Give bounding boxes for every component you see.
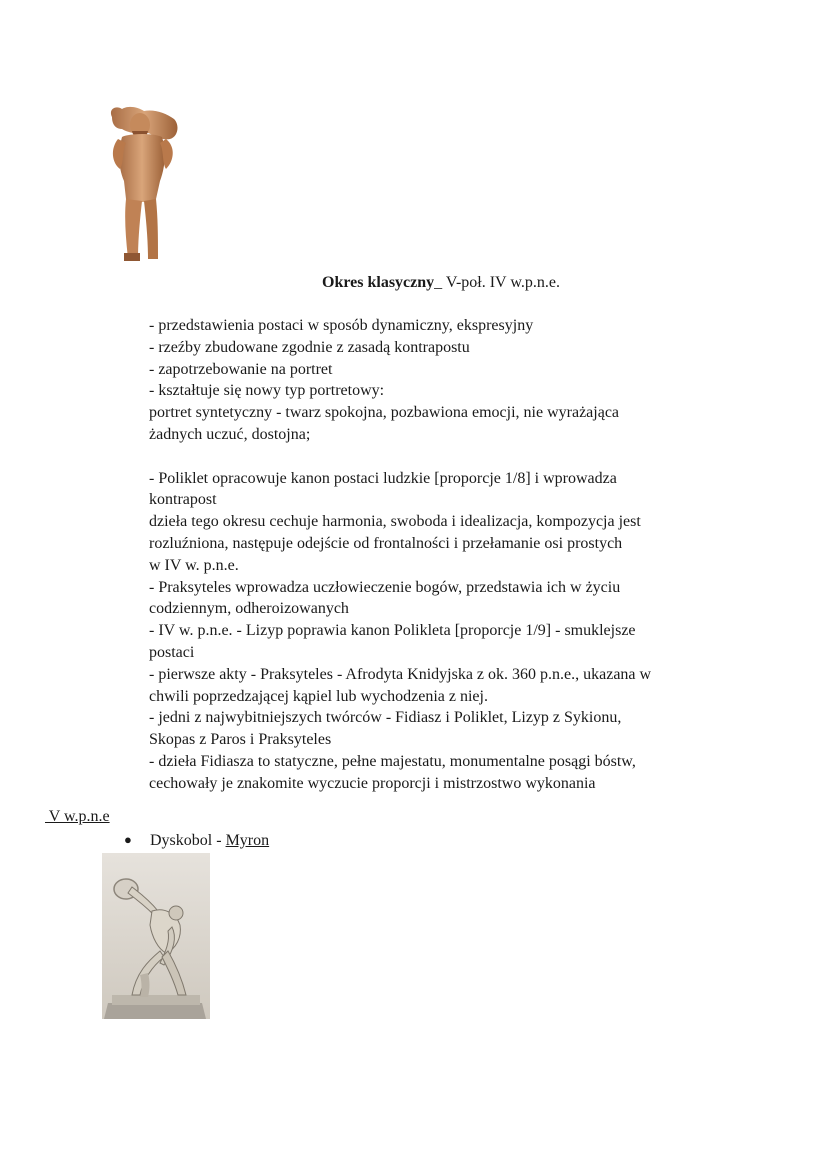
text-line: - IV w. p.n.e. - Lizyp poprawia kanon Polikleta [proporcje 1/9] - smuklejsze: [149, 622, 636, 640]
text-line: kontrapost: [149, 491, 217, 509]
text-line: - przedstawienia postaci w sposób dynamiczny, ekspresyjny: [149, 317, 534, 334]
text-line: - zapotrzebowanie na portret: [149, 360, 333, 378]
text-line: - rzeźby zbudowane zgodnie z zasadą kontrapostu: [149, 338, 470, 356]
text-line: postaci: [149, 643, 195, 661]
page-title: [322, 272, 560, 294]
text-line: - kształtuje się nowy typ portretowy:: [149, 382, 385, 400]
text-line: - Poliklet opracowuje kanon postaci ludzkie [proporcje 1/8] i wprowadza: [149, 469, 617, 487]
text-line: - jedni z najwybitniejszych twórców - Fidiasz i Poliklet, Lizyp z Sykionu,: [149, 709, 622, 727]
text-line: - Praksyteles wprowadza uczłowieczenie bogów, przedstawia ich w życiu: [149, 578, 621, 596]
bullet-text: Dyskobol -: [150, 832, 226, 849]
text-line: codziennym, odheroizowanych: [149, 600, 349, 618]
statue-moschophoros-image: [104, 103, 184, 261]
text-line: - pierwsze akty - Praksyteles - Afrodyta Knidyjska z ok. 360 p.n.e., ukazana w: [149, 665, 652, 683]
title-bold: Okres klasyczny: [322, 274, 435, 291]
text-line: cechowały je znakomite wyczucie proporcji i mistrzostwo wykonania: [149, 774, 596, 792]
text-line: w IV w. p.n.e.: [149, 556, 239, 574]
text-line: żadnych uczuć, dostojna;: [149, 425, 311, 443]
bullet-icon: ●: [124, 832, 132, 847]
text-line: rozluźniona, następuje odejście od frontalności i przełamanie osi prostych: [149, 534, 623, 552]
section-heading: V w.p.n.e: [45, 808, 110, 825]
statue-discobolus-image: [102, 853, 210, 1019]
body-text: [149, 315, 749, 795]
list-item: [124, 829, 269, 852]
text-line: portret syntetyczny - twarz spokojna, pozbawiona emocji, nie wyrażająca: [149, 404, 620, 422]
text-line: dzieła tego okresu cechuje harmonia, swoboda i idealizacja, kompozycja jest: [149, 513, 641, 531]
text-line: - dzieła Fidiasza to statyczne, pełne majestatu, monumentalne posągi bóstw,: [149, 752, 636, 770]
title-period: _ V-poł. IV w.p.n.e.: [434, 274, 560, 291]
text-line: chwili poprzedzającej kąpiel lub wychodzenia z niej.: [149, 687, 488, 705]
paragraph-gap: [149, 446, 749, 468]
myron-link[interactable]: Myron: [225, 832, 270, 849]
text-line: Skopas z Paros i Praksyteles: [149, 731, 332, 749]
